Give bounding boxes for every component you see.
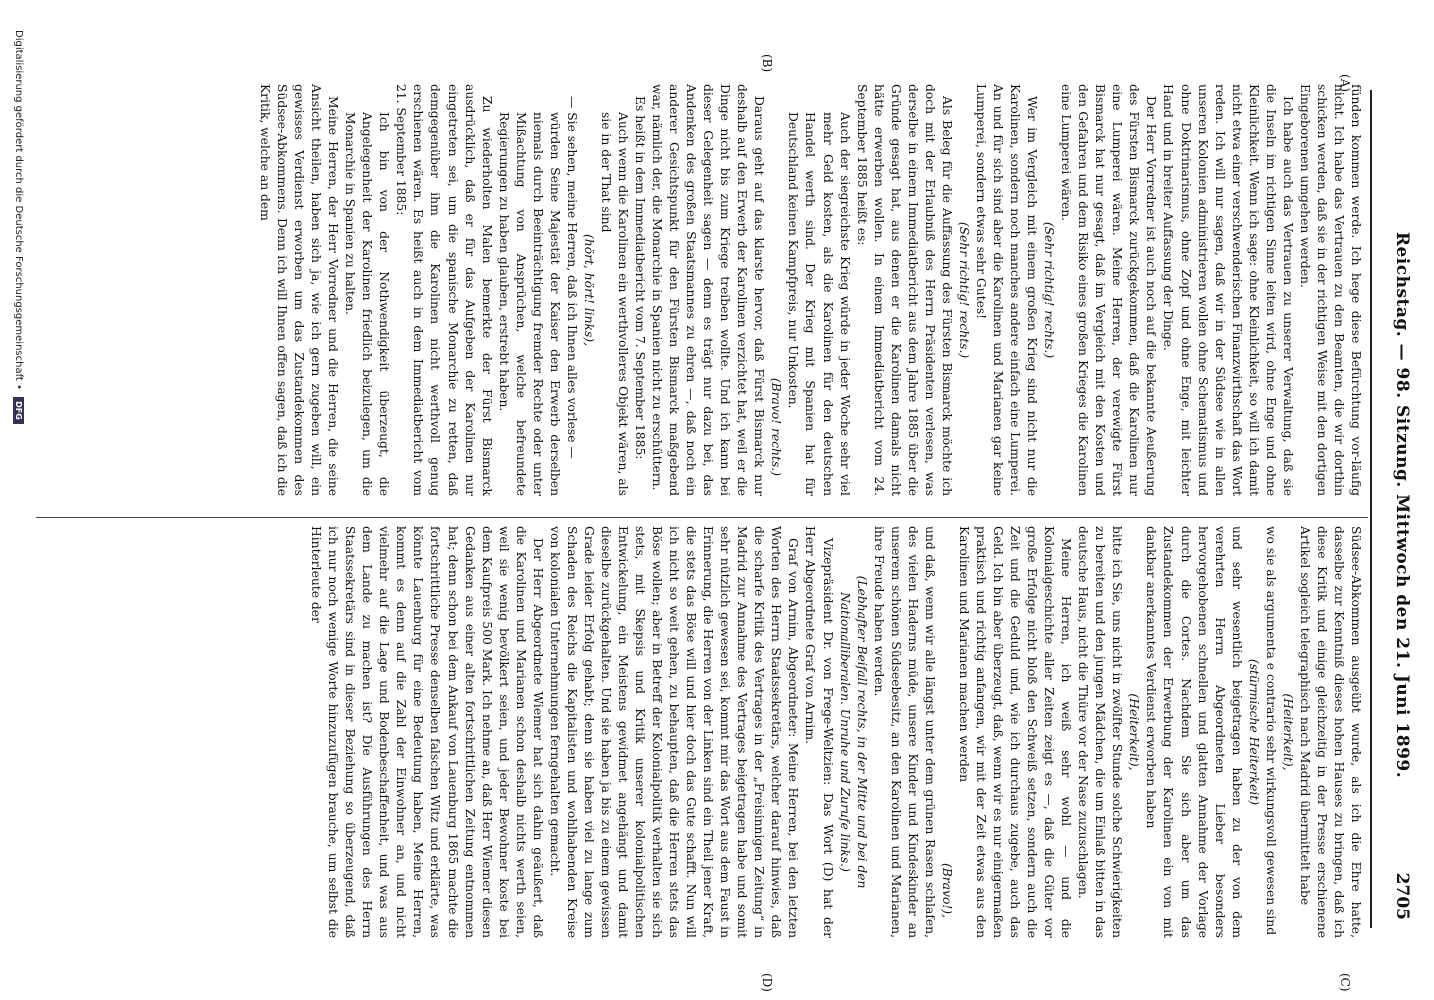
stage-direction: (Lebhafter Beifall rechts, in der Mitte und bei den Nationalliberalen. Unruhe und Zurufe links.) — [837, 575, 869, 889]
margin-marker-c: (C) — [1338, 973, 1352, 992]
stage-direction: (Bravo!), — [939, 862, 954, 918]
paragraph: fünden kommen werde. Ich hege diese Befürchtung vor-läufig nicht. Ich habe das Vertrauen zu den Beamten, die wir dorthin schicken werden, daß sie in der richtigen Weise mit den dortigen Eingeborenen umgehen werden. — [1297, 84, 1363, 496]
paragraph: und daß, wenn wir alle längst unter dem grünen Rasen schlafen, des vielen Haderns müde, unsere Kinder und Kindeskinder an unserem schönen Südseebesitz, an den Karolinen und Marianen, ihre Freude haben werden. — [871, 526, 937, 938]
paragraph: wo sie als argumenta e contrario sehr wirkungsvoll gewesen sind — [1263, 526, 1278, 936]
dfg-logo: DFG — [13, 397, 24, 424]
quoted-passage: Auch wenn die Karolinen ein werthvolleres Objekt wären, als sie in der That sind — [598, 112, 630, 496]
paragraph: Der Herr Abgeordnete Wiemer hat sich dahin geäußert, daß die Karolinen und Marianen schon deshalb nichts werth seien, weil sie wenig bevölkert seien, und jeder Bewohner koste bei dem Kaufpreis 500 Mark. Ich nehme an, daß Herr Wiemer diesen Gedanken aus einer alten fortschrittlichen Zeitung entnommen hat; denn schon bei dem Ankauf von Lauenburg 1865 machte die fortschrittliche Presse denselben falschen Witz und erklärte, was könnte Lauenburg für eine Bedeutung haben, Meine Herren, kommt es denn auf die Zahl der Einwohner an, und nicht vielmehr auf die Lage und Bodenbeschaffenheit, und was aus dem Lande zu machen ist? Die Ausführungen des Herrn Staatssekretärs sind in dieser Beziehung so überzeugend, daß ich nur noch wenige Worte hinzuzufügen brauche, um selbst die Hinterleute der — [309, 526, 545, 938]
paragraph: Graf von Arnim, Abgeordneter: Meine Herren, bei den letzten Worten des Herrn Staatssekretärs, welcher darauf hinwies, daß die scharfe Kritik des Vertrages in der „Freisinnigen Zeitung“ in Madrid zur Annahme des Vertrages beigetragen habe und somit sehr nützlich gewesen sei, kommt mir das Wort aus dem Faust in Erinnerung, die Herren von der Linken sind ein Theil jener Kraft, die stets das Böse will und hier doch das Gute schafft. Nun will ich nicht so weit gehen, zu behaupten, daß die Herren stets das Böse wollen; aber in Betreff der Kolonialpolitik verhalten sie sich stets, mit Skepsis und Kritik unserer kolonialpolitischen Entwickelung, ein Meistens gewidmet angehängt und damit dieselbe zurückgehalten. Und sie haben ja bis zu einem gewissen Grade leider Erfolg gehabt; denn sie haben viel zu lange zum Schaden des Reichs die Kapitalisten und wohlhabenden Kreise von kolonialen Unternehmungen ferngehalten gemacht. — [547, 526, 801, 938]
header-rule — [1370, 90, 1372, 928]
paragraph: Meine Herren, der Herr Vorredner und die Herren, die seine Ansicht theilen, haben sich ja, wie ich gern zugeben will, ein gewisses Verdienst erworben um das Zustandekommen des Südsee-Abkommens. Denn ich will Ihnen offen sagen, daß ich die Kritik, welche an dem — [258, 84, 341, 496]
margin-marker-a: (A) — [1338, 74, 1352, 93]
stage-direction: (Heiterkeit), — [1280, 693, 1295, 771]
quoted-passage: würden Seine Majestät der Kaiser den Erwerb derselben niemals durch Beeinträchtigung fremder Rechte oder unter Mißachtung von Ansprüchen, welche befreundete Regierungen zu haben glauben, erstrebt haben. — [496, 112, 562, 496]
paragraph: Der Herr Vorredner ist auch noch auf die bekannte Aeußerung des Fürsten Bismarck zurückgekommen, daß die Karolinen nur eine Lumperei wären. Meine Herren, der verewigte Fürst Bismarck hat nur gesagt, daß im Vergleich mit den Kosten und den Gefahren und dem Risiko eines großen Krieges die Karolinen eine Lumperei wären. — [1059, 84, 1159, 496]
footer-text: Digitalisierung gefördert durch die Deutsche Forschungsgemeinschaft • — [13, 30, 24, 390]
stage-direction: (hört, hört! links), — [581, 233, 596, 346]
paragraph: und sehr wesentlich beigetragen haben zu der von dem verehrten Herrn Abgeordneten Lieber besonders hervorgehobenen schnellen und glatten Annahme der Vorlage durch die Cortes. Nachdem Sie sich aber um das Zustandekommen der Erwerbung der Karolinen ein von mit dankbar anerkanntes Verdienst erworben haben — [1144, 526, 1244, 938]
paragraph: Es heißt in dem Immediatbericht vom 7. September 1885: — [633, 96, 648, 460]
quoted-passage: Ich bin von der Nothwendigkeit überzeugt, die Angelegenheit der Karolinen friedlich beizulegen, um die Monarchie in Spanien zu halten. — [343, 112, 392, 496]
paragraph: Zu wiederholten Malen bemerkte der Fürst Bismarck ausdrücklich, daß er für das Aufgeben der Karolinen nur eingetreten sei, um die spanische Monarchie zu retten, daß demgegenüber ihm die Karolinen nicht werthvoll genug erschienen wären. Es heißt auch in dem Immediatbericht vom 21. September 1885: — [394, 84, 494, 496]
paragraph: Daraus geht auf das klarste hervor, daß Fürst Bismarck nur deshalb auf den Erwerb der Karolinen verzichtet hat, weil er die Dinge nicht bis zum Kriege treiben wollte. Und ich kann bei dieser Gelegenheit sagen — denn es trägt nur dazu bei, das Andenken des großen Staatsmannes zu ehren —, daß noch ein anderer Gesichtspunkt für den Fürsten Bismarck maßgebend war, nämlich der, die Monarchie in Spanien nicht zu erschüttern. — [650, 84, 767, 496]
paragraph: Als Beleg für die Auffassung des Fürsten Bismarck möchte ich doch mit der Erlaubniß des Herrn Präsidenten verlesen, was derselbe in einem Immediatbericht aus dem Jahre 1885 über die Gründe gesagt hat, aus denen er die Karolinen damals nicht hätte erwerben wollen. In einem Immediatbericht vom 24. September 1885 heißt es: — [854, 84, 954, 496]
quoted-passage: Auch der siegreichste Krieg würde in jeder Woche sehr viel mehr Geld kosten, als die Karolinen für den deutschen Handel werth sind. Der Krieg mit Spanien hat für Deutschland keinen Kampfpreis, nur Unkosten. — [786, 112, 852, 496]
paragraph: — Sie sehen, meine Herren, daß ich Ihnen alles vorlese — — [564, 96, 579, 459]
margin-marker-d: (D) — [760, 973, 774, 992]
stage-direction: (Heiterkeit), — [1127, 693, 1142, 771]
column-divider — [36, 517, 1368, 518]
paragraph: Wer im Vergleich mit einem großen Krieg sind nicht nur die Karolinen, sondern noch manches andere einfach eine Lumperei. An und für sich sind aber die Karolinen und Marianen gar keine Lumperei, sondern etwas sehr Gutes! — [973, 84, 1040, 496]
page-number: 2705 — [1392, 872, 1412, 920]
paragraph: Südsee-Abkommen ausgeübt wurde, als ich die Ehre hatte, dasselbe zur Kenntniß dieses hohen Hauses zu bringen, daß ich diese Kritik und einige gleichzeitig in der Presse erschienene Artikel sogleich telegraphisch nach Madrid übermittelt habe — [1297, 526, 1363, 938]
paragraph: Vizepräsident Dr. von Frege-Weltzien: Das Wort (D) hat der Herr Abgeordnete Graf von Arnim. — [803, 526, 835, 938]
paragraph: Ich habe auch das Vertrauen zu unserer Verwaltung, daß sie die Inseln im richtigen Sinne leiten wird, ohne Enge und ohne Kleinlichkeit. Wenn ich sage: ohne Kleinlichkeit, so will ich damit nicht etwa einer verschwenderischen Finanzwirthschaft das Wort reden. Ich will nur sagen, daß wir in der Südsee wie in allen unseren Kolonien administrieren wollen ohne Schematismus und ohne Doktrinarismus, ohne Zopf und ohne Enge, mit leichter Hand und in breiter Auffassung der Dinge. — [1161, 84, 1295, 496]
paragraph: Meine Herren, ich weiß sehr wohl — und die Kolonialgeschichte aller Zeiten zeigt es —, daß die Güter vor große Erfolge nicht bloß den Schweiß setzen, sondern auch die Zeit und die Geduld und, wie ich durchaus zugebe, auch das Geld. Ich bin aber überzeugt, daß, wenn wir es nur einigermaßen praktisch und richtig anfangen, wir mit der Zeit etwas aus den Karolinen und Marianen machen werden — [956, 526, 1074, 938]
paragraph: bitte ich Sie, uns nicht in zwölfter Stunde solche Schwierigkeiten zu bereiten und den jungen Mädchen, die um Einlaß bitten in das deutsche Haus, nicht die Thüre vor der Nase zuzuschlagen. — [1076, 526, 1125, 938]
page-header — [1378, 90, 1418, 920]
stage-direction: (Bravo! rechts.) — [769, 377, 784, 476]
digitization-footer — [13, 30, 24, 424]
stage-direction: (Sehr richtig! rechts.) — [1042, 221, 1057, 359]
session-title: Reichstag. — 98. Sitzung. Mittwoch den 21. Juni 1899. — [1392, 231, 1412, 779]
stage-direction: (Sehr richtig! rechts.) — [956, 221, 971, 359]
left-text-column — [36, 84, 1364, 496]
right-text-column — [36, 526, 1364, 938]
margin-marker-b: (B) — [760, 54, 774, 73]
stage-direction: (stürmische Heiterkeit) — [1246, 658, 1261, 806]
